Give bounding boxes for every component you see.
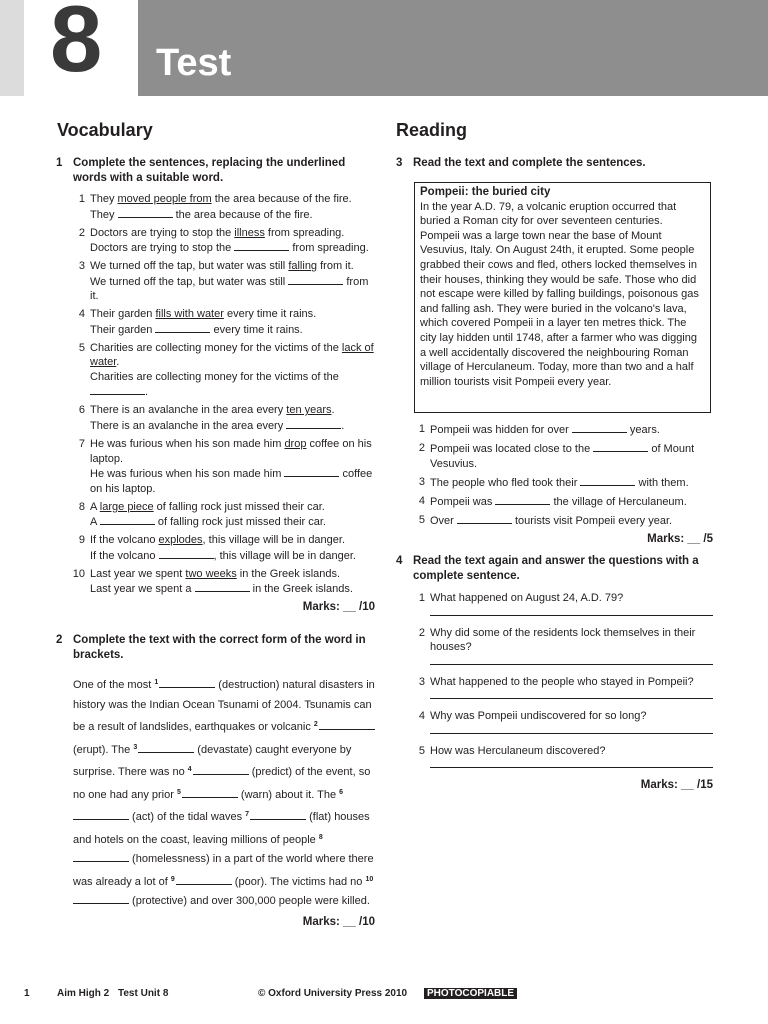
vocabulary-heading: Vocabulary bbox=[57, 120, 153, 140]
answer-blank[interactable] bbox=[182, 787, 238, 798]
question-number: 4 bbox=[396, 555, 403, 567]
footer-unit: Test Unit 8 bbox=[118, 988, 169, 999]
answer-blank[interactable] bbox=[457, 513, 512, 524]
vocab-item bbox=[73, 307, 375, 337]
question-4-instruction bbox=[396, 554, 713, 584]
underlined-phrase: fills with water bbox=[155, 308, 224, 321]
answer-blank[interactable] bbox=[73, 809, 129, 820]
answer-blank[interactable] bbox=[159, 548, 214, 559]
item-number: 9 bbox=[78, 534, 85, 547]
passage-title: Pompeii: the buried city bbox=[420, 186, 551, 198]
q4-marks: Marks: __ /15 bbox=[640, 779, 713, 791]
item-number: 5 bbox=[78, 341, 85, 354]
gap-number: 6 bbox=[339, 788, 344, 796]
reading-item bbox=[413, 513, 713, 529]
original-sentence: Doctors are trying to stop the illness from spreading. bbox=[90, 226, 345, 239]
item-number: 1 bbox=[418, 592, 425, 604]
footer-page-number: 1 bbox=[24, 988, 30, 999]
answer-blank[interactable] bbox=[193, 764, 249, 775]
answer-blank[interactable] bbox=[176, 874, 232, 885]
photocopiable-badge: PHOTOCOPIABLE bbox=[424, 988, 517, 999]
question-text: How was Herculaneum discovered? bbox=[430, 744, 606, 757]
answer-blank[interactable] bbox=[155, 322, 210, 333]
item-number: 8 bbox=[78, 500, 85, 513]
reading-item bbox=[413, 441, 713, 471]
vocab-item bbox=[73, 437, 375, 496]
vocab-item bbox=[73, 567, 375, 597]
q1-marks: Marks: __ /10 bbox=[302, 601, 375, 614]
answer-blank[interactable] bbox=[159, 677, 215, 688]
rewrite-sentence: He was furious when his son made him coffee on his laptop. bbox=[90, 468, 373, 495]
item-number: 5 bbox=[418, 513, 425, 526]
underlined-phrase: two weeks bbox=[185, 567, 237, 580]
sentence: The people who fled took their with them. bbox=[430, 476, 689, 489]
original-sentence: If the volcano explodes, this village will be in danger. bbox=[90, 534, 346, 547]
answer-line[interactable] bbox=[430, 614, 713, 616]
gap-number: 7 bbox=[245, 811, 250, 818]
header-bar bbox=[138, 0, 768, 96]
item-number: 4 bbox=[78, 308, 85, 321]
gap-number: 1 bbox=[154, 679, 159, 686]
question-text: Why did some of the residents lock themselves in their houses? bbox=[430, 626, 696, 653]
question-number: 2 bbox=[56, 634, 63, 646]
gap-fill-text: One of the most $^1$ (destruction) natural disasters in history was the Indian Ocean Tsunami of 2004. Tsunamis can be a result of landslides, earthquakes or volcanic $^2$ (erupt). The $^3$ (devastate) caught everyone by surprise. There was no $^4$ (predict) of the event, so no one had any prior $^5$ (warn) about it. The $^6$ (act) of the tidal waves $^7$ (flat) houses and hotels on the coast, leaving millions of people $^8$ (homelessness) in a part of the world where there was already a lot of $^9$ (poor). The victims had no $^{10}$ (protective) and over 300,000 people were killed. bbox=[73, 679, 375, 907]
question-item bbox=[413, 675, 713, 700]
question-text: What happened to the people who stayed in Pompeii? bbox=[430, 675, 694, 688]
q3-marks: Marks: __ /5 bbox=[647, 532, 713, 545]
question-number: 1 bbox=[56, 157, 63, 169]
answer-line[interactable] bbox=[430, 732, 713, 734]
gap-number: 10 bbox=[365, 875, 374, 883]
underlined-phrase: explodes bbox=[158, 534, 203, 547]
rewrite-sentence: There is an avalanche in the area every . bbox=[90, 419, 345, 432]
item-number: 7 bbox=[78, 438, 85, 451]
rewrite-sentence: Last year we spent a in the Greek islands. bbox=[90, 583, 353, 596]
answer-blank[interactable] bbox=[90, 384, 145, 395]
instruction-text: Complete the text with the correct form of the word in brackets. bbox=[73, 634, 366, 661]
item-number: 3 bbox=[418, 475, 425, 488]
sentence: Pompeii was located close to the of Mount Vesuvius. bbox=[430, 443, 695, 470]
rewrite-sentence: A of falling rock just missed their car. bbox=[90, 516, 326, 529]
answer-blank[interactable] bbox=[250, 809, 306, 820]
answer-blank[interactable] bbox=[284, 466, 339, 477]
item-number: 2 bbox=[78, 226, 85, 239]
instruction-text: Complete the sentences, replacing the underlined words with a suitable word. bbox=[73, 157, 346, 184]
passage-text: In the year A.D. 79, a volcanic eruption occurred that buried a Roman city for over seventeen centuries. Pompeii was a large town near the base of Mount Vesuvius, Italy. On August 24th, it erupted. Some people grabbed their cows and fled, others locked themselves in their houses, thinking they would be safe. Those who did not escape were killed by falling buildings, poisonous gas and falling ash. They were buried in the volcano's lava, which covered Pompeii in a layer ten metres thick. The city lay hidden until 1748, after a farmer who was digging a well accidentally discovered the neighbouring Roman village of Herculaneum. Today, more than two and a half million tourists visit Pompeii every year. bbox=[420, 200, 699, 388]
answer-blank[interactable] bbox=[319, 719, 375, 730]
question-item bbox=[413, 744, 713, 769]
question-number: 3 bbox=[396, 157, 403, 169]
original-sentence: Charities are collecting money for the victims of the lack of water. bbox=[90, 341, 374, 369]
gap-number: 5 bbox=[176, 788, 181, 796]
item-number: 5 bbox=[418, 744, 425, 757]
answer-blank[interactable] bbox=[286, 418, 341, 429]
question-2-instruction bbox=[56, 633, 375, 663]
vocab-item bbox=[73, 226, 375, 256]
rewrite-sentence: Doctors are trying to stop the from spreading. bbox=[90, 242, 369, 255]
underlined-phrase: large piece bbox=[99, 500, 154, 513]
question-4-items bbox=[413, 591, 713, 768]
answer-blank[interactable] bbox=[138, 742, 194, 753]
vocab-item bbox=[73, 533, 375, 563]
rewrite-sentence: If the volcano , this village will be in danger. bbox=[90, 549, 356, 562]
reading-item bbox=[413, 475, 713, 491]
gap-number: 8 bbox=[318, 833, 323, 841]
original-sentence: He was furious when his son made him drop coffee on his laptop. bbox=[90, 438, 372, 465]
question-1-instruction bbox=[56, 156, 375, 186]
reading-item bbox=[413, 494, 713, 510]
header-left-block bbox=[0, 0, 24, 96]
item-number: 3 bbox=[78, 260, 85, 273]
sentence: Pompeii was the village of Herculaneum. bbox=[430, 495, 687, 508]
instruction-text: Read the text and complete the sentences. bbox=[413, 157, 646, 169]
original-sentence: They moved people from the area because of the fire. bbox=[90, 193, 352, 205]
gap-number: 9 bbox=[170, 875, 175, 883]
answer-blank[interactable] bbox=[572, 422, 627, 433]
underlined-phrase: drop bbox=[284, 438, 307, 451]
answer-line[interactable] bbox=[430, 697, 713, 699]
question-3-instruction bbox=[396, 156, 713, 171]
question-item bbox=[413, 591, 713, 616]
original-sentence: We turned off the tap, but water was still falling from it. bbox=[90, 260, 354, 273]
footer-copyright: © Oxford University Press 2010 bbox=[258, 988, 408, 999]
underlined-phrase: illness bbox=[234, 226, 265, 239]
answer-blank[interactable] bbox=[593, 441, 648, 452]
page-title: Test bbox=[156, 42, 232, 84]
sentence: Pompeii was hidden for over years. bbox=[430, 424, 660, 436]
unit-number: 8 bbox=[50, 0, 101, 91]
sentence: Over tourists visit Pompeii every year. bbox=[430, 514, 673, 527]
reading-question-3 bbox=[396, 156, 713, 171]
vocab-question-2 bbox=[56, 633, 375, 929]
item-number: 2 bbox=[418, 442, 425, 455]
answer-blank[interactable] bbox=[73, 851, 129, 862]
answer-blank[interactable] bbox=[195, 581, 250, 592]
question-text: Why was Pompeii undiscovered for so long? bbox=[430, 710, 647, 722]
question-item bbox=[413, 709, 713, 734]
q2-marks: Marks: __ /10 bbox=[302, 915, 375, 928]
original-sentence: Their garden fills with water every time it rains. bbox=[90, 308, 317, 321]
instruction-text: Read the text again and answer the questions with a complete sentence. bbox=[413, 555, 699, 582]
answer-line[interactable] bbox=[430, 663, 713, 665]
original-sentence: There is an avalanche in the area every ten years. bbox=[90, 404, 335, 417]
reading-passage bbox=[414, 182, 711, 413]
vocab-question-1 bbox=[56, 156, 375, 615]
underlined-phrase: ten years bbox=[286, 404, 332, 417]
question-1-items bbox=[73, 192, 375, 597]
original-sentence: Last year we spent two weeks in the Greek islands. bbox=[90, 567, 341, 580]
answer-blank[interactable] bbox=[580, 475, 635, 486]
footer-book: Aim High 2 bbox=[57, 988, 110, 999]
underlined-phrase: falling bbox=[288, 260, 318, 273]
answer-blank[interactable] bbox=[73, 893, 129, 904]
item-number: 10 bbox=[72, 567, 85, 580]
question-3-sentences bbox=[413, 422, 713, 546]
vocab-item bbox=[73, 259, 375, 304]
rewrite-sentence: Charities are collecting money for the victims of the . bbox=[90, 370, 339, 399]
answer-blank[interactable] bbox=[495, 494, 550, 505]
vocab-item bbox=[73, 192, 375, 222]
vocab-item bbox=[73, 341, 375, 400]
underlined-phrase: lack of water bbox=[90, 341, 374, 369]
item-number: 1 bbox=[78, 193, 85, 205]
item-number: 3 bbox=[418, 675, 425, 688]
answer-blank[interactable] bbox=[100, 514, 155, 525]
item-number: 4 bbox=[418, 494, 425, 507]
original-sentence: A large piece of falling rock just missed their car. bbox=[90, 500, 325, 513]
gap-number: 4 bbox=[187, 766, 192, 773]
question-item bbox=[413, 626, 713, 665]
question-text: What happened on August 24, A.D. 79? bbox=[430, 592, 624, 604]
answer-blank[interactable] bbox=[234, 240, 289, 251]
gap-number: 3 bbox=[133, 743, 138, 751]
item-number: 1 bbox=[418, 423, 425, 435]
reading-item bbox=[413, 422, 713, 438]
item-number: 6 bbox=[78, 404, 85, 417]
rewrite-sentence: We turned off the tap, but water was still from it. bbox=[90, 275, 369, 303]
item-number: 4 bbox=[418, 710, 425, 722]
item-number: 2 bbox=[418, 626, 425, 639]
answer-blank[interactable] bbox=[118, 207, 173, 218]
answer-blank[interactable] bbox=[288, 274, 343, 285]
reading-heading: Reading bbox=[396, 120, 468, 140]
underlined-phrase: moved people from bbox=[117, 193, 212, 205]
rewrite-sentence: They the area because of the fire. bbox=[90, 208, 313, 221]
vocab-item bbox=[73, 403, 375, 433]
vocab-item bbox=[73, 500, 375, 530]
answer-line[interactable] bbox=[430, 766, 713, 768]
reading-question-4 bbox=[396, 554, 713, 793]
gap-number: 2 bbox=[313, 721, 318, 728]
question-3-items bbox=[413, 422, 713, 528]
rewrite-sentence: Their garden every time it rains. bbox=[90, 323, 303, 336]
